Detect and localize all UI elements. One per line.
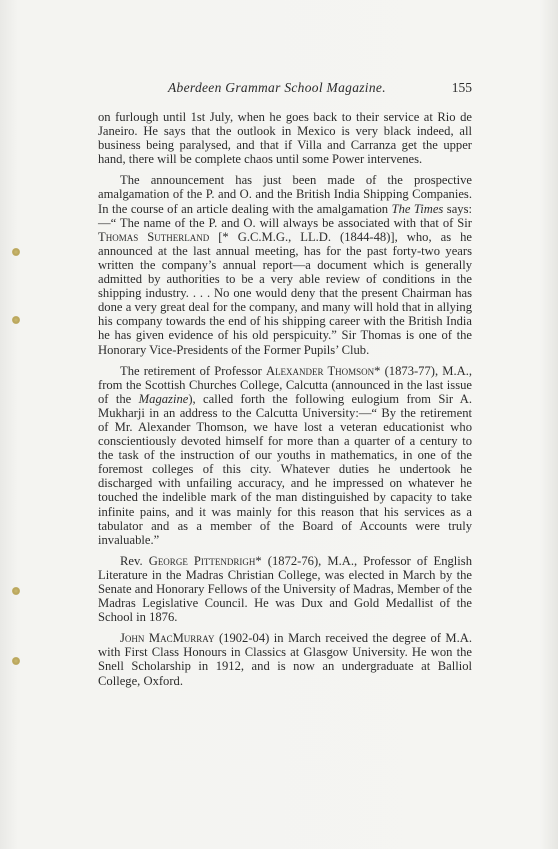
paragraph-4-text-2: * (1872-76), M.A., Professor of English Literature in the Madras Christian College, was elected in March by the Senate and Honorary Fellows of the University of Madras, Member of the Madras Legislative Council. He was Dux and Gold Medallist of the School in 1876. [98, 553, 472, 625]
paragraph-5 [98, 631, 472, 687]
paragraph-2 [98, 173, 472, 356]
paragraph-4 [98, 554, 472, 624]
binding-mark [12, 587, 20, 595]
magazine-title: Magazine [138, 391, 189, 406]
paragraph-3-text-2: * (1873-77), M.A., from the Scottish Churches College, Calcutta (announced in the last issue of the [98, 363, 473, 406]
binding-mark [12, 316, 20, 324]
page-body [98, 110, 472, 688]
paragraph-3-text-1: The retirement of Professor [120, 363, 266, 378]
paragraph-3-text-3: ), called forth the following eulogium from Sir A. Mukharji in an address to the Calcutta University:—“ By the retirement of Mr. Alexander Thomson, we have lost a veteran educationist who conscientiously devoted himself for more than a quarter of a century to the task of the instruction of our youths in mathematics, in one of the foremost colleges of this city. Whatever duties he undertook he discharged with unfailing accuracy, and he impressed on whatever he touched the indelible mark of the man distinguished by capacity to take infinite pains, and it was mainly for this reason that his services as a tabulator and as a member of the Board of Accounts were truly invaluable.” [98, 391, 472, 547]
paragraph-3 [98, 364, 472, 547]
page-number: 155 [451, 80, 472, 95]
paragraph-2-text-2: says:—“ The name of the P. and O. will always be associated with that of Sir [98, 201, 472, 230]
person-name-alexander-thomson: Alexander Thomson [265, 363, 375, 378]
paragraph-2-text-1: The announcement has just been made of the prospective amalgamation of the P. and O. and the British India Shipping Companies. In the course of an article dealing with the amalgamation [98, 173, 472, 216]
paragraph-5-text-1: (1902-04) in March received the degree of M.A. with First Class Honours in Classics at Glasgow University. He won the Snell Scholarship in 1912, and is now an undergraduate at Balliol College, Oxford. [98, 631, 473, 688]
paragraph-2-text-3: [* G.C.M.G., LL.D. (1844-48)], who, as he announced at the last annual meeting, has for the past forty-two years written the company’s annual report—a document which is generally admitted by authorities to be a very able review of conditions in the shipping industry. . . . No one would deny that the present Chairman has done a very great deal for the company, and many will hold that in allying his company towards the end of his shipping career with the British India he has given evidence of his old perspicuity.” Sir Thomas is one of the Honorary Vice-Presidents of the Former Pupils’ Club. [98, 229, 472, 357]
binding-mark [12, 657, 20, 665]
person-name-george-pittendrigh: George Pittendrigh [148, 553, 256, 568]
binding-mark [12, 248, 20, 256]
paragraph-1: on furlough until 1st July, when he goes back to their service at Rio de Janeiro. He says that the outlook in Mexico is very black indeed, all business being paralysed, and that if Villa and Carranza get the upper hand, there will be complete chaos until some Power intervenes. [98, 110, 472, 167]
person-name-john-macmurray: John MacMurray [120, 631, 215, 646]
running-head: Aberdeen Grammar School Magazine. [168, 80, 386, 95]
person-name-thomas-sutherland: Thomas Sutherland [98, 229, 210, 244]
newspaper-title: The Times [391, 201, 444, 216]
paragraph-4-text-1: Rev. [120, 553, 149, 568]
